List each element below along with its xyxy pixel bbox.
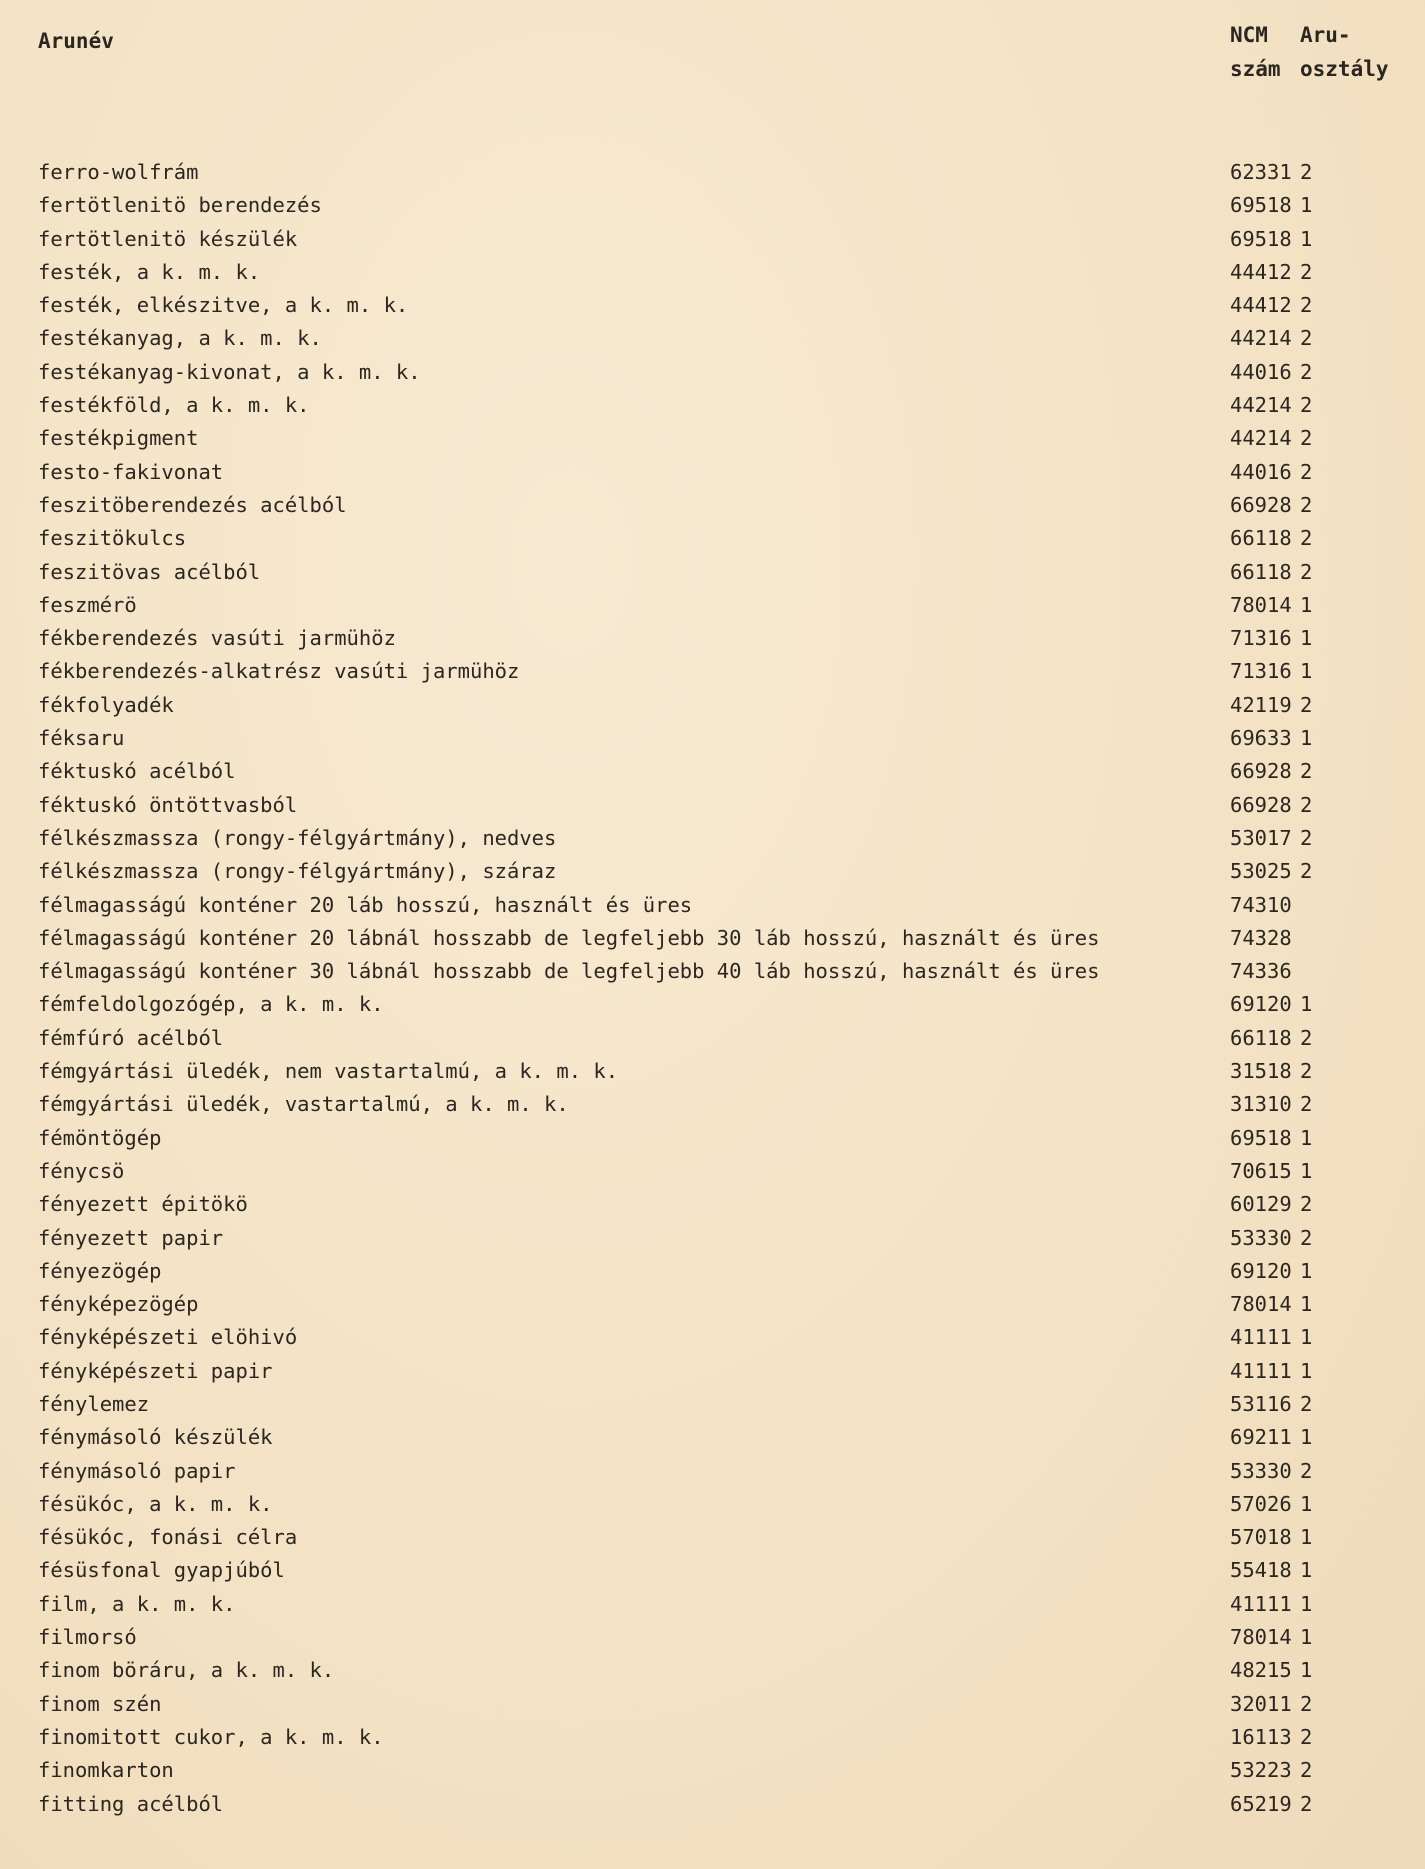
entry-name: festékföld, a k. m. k. — [38, 393, 310, 418]
list-item — [38, 322, 1398, 355]
entry-ncm-number: 44016 — [1230, 459, 1292, 484]
entry-name: festékanyag-kivonat, a k. m. k. — [38, 359, 421, 384]
list-item — [38, 1455, 1398, 1488]
entry-class: 1 — [1300, 992, 1313, 1017]
entry-ncm-number: 44214 — [1230, 326, 1292, 351]
list-item — [38, 988, 1398, 1021]
list-item — [38, 556, 1398, 589]
entry-name: félkészmassza (rongy-félgyártmány), nedves — [38, 825, 557, 850]
entry-ncm-number: 74310 — [1230, 892, 1292, 917]
entry-class: 2 — [1300, 859, 1313, 884]
entry-class: 1 — [1300, 1258, 1313, 1283]
entry-ncm-number: 31518 — [1230, 1059, 1292, 1084]
entry-ncm-number: 55418 — [1230, 1558, 1292, 1583]
entry-name: feszitövas acélból — [38, 559, 261, 584]
entry-class: 2 — [1300, 559, 1313, 584]
column-header-ncm-line2: szám — [1230, 57, 1281, 81]
entry-class: 2 — [1300, 692, 1313, 717]
entry-ncm-number: 31310 — [1230, 1092, 1292, 1117]
list-item — [38, 822, 1398, 855]
entry-name: finom böráru, a k. m. k. — [38, 1658, 335, 1683]
entry-ncm-number: 48215 — [1230, 1658, 1292, 1683]
entry-ncm-number: 71316 — [1230, 659, 1292, 684]
entry-ncm-number: 66928 — [1230, 492, 1292, 517]
entry-class: 2 — [1300, 526, 1313, 551]
entry-name: finomkarton — [38, 1758, 174, 1783]
entry-class: 2 — [1300, 259, 1313, 284]
entry-ncm-number: 66928 — [1230, 792, 1292, 817]
entry-ncm-number: 53017 — [1230, 825, 1292, 850]
list-item — [38, 1255, 1398, 1288]
list-item — [38, 1188, 1398, 1221]
entry-ncm-number: 62331 — [1230, 160, 1292, 184]
entry-name: fertötlenitö készülék — [38, 226, 298, 251]
entry-class: 1 — [1300, 1158, 1313, 1183]
list-item — [38, 1155, 1398, 1188]
entry-ncm-number: 65219 — [1230, 1791, 1292, 1816]
entry-ncm-number: 66118 — [1230, 559, 1292, 584]
entry-class: 2 — [1300, 1758, 1313, 1783]
entry-class: 2 — [1300, 426, 1313, 451]
list-item — [38, 189, 1398, 222]
entry-name: fényezögép — [38, 1258, 162, 1283]
entry-ncm-number: 69633 — [1230, 726, 1292, 751]
entry-name: filmorsó — [38, 1625, 137, 1650]
entry-class: 2 — [1300, 1391, 1313, 1416]
entry-class: 2 — [1300, 1724, 1313, 1749]
entry-ncm-number: 44214 — [1230, 393, 1292, 418]
entry-class: 1 — [1300, 1425, 1313, 1450]
entry-name: fényképezögép — [38, 1292, 199, 1317]
list-item — [38, 1222, 1398, 1255]
entry-class: 2 — [1300, 1192, 1313, 1217]
list-item — [38, 1688, 1398, 1721]
entry-name: fémgyártási üledék, nem vastartalmú, a k. m. k. — [38, 1059, 619, 1084]
entry-class: 2 — [1300, 1458, 1313, 1483]
entry-class: 2 — [1300, 792, 1313, 817]
entry-ncm-number: 66928 — [1230, 759, 1292, 784]
entry-name: fémöntögép — [38, 1125, 162, 1150]
entry-ncm-number: 74336 — [1230, 959, 1292, 984]
entry-class: 2 — [1300, 492, 1313, 517]
entry-name: feszitöberendezés acélból — [38, 492, 347, 517]
entry-ncm-number: 53025 — [1230, 859, 1292, 884]
list-item — [38, 1288, 1398, 1321]
entry-class: 2 — [1300, 326, 1313, 351]
entry-class: 2 — [1300, 393, 1313, 418]
entry-name: fémgyártási üledék, vastartalmú, a k. m. k. — [38, 1092, 569, 1117]
entry-ncm-number: 69120 — [1230, 992, 1292, 1017]
list-item — [38, 689, 1398, 722]
entry-ncm-number: 53330 — [1230, 1458, 1292, 1483]
list-item — [38, 622, 1398, 655]
list-item — [38, 755, 1398, 788]
entry-class: 1 — [1300, 1558, 1313, 1583]
entry-class: 2 — [1300, 1225, 1313, 1250]
entry-class: 2 — [1300, 1025, 1313, 1050]
column-header-name: Arunév — [38, 29, 114, 53]
entry-ncm-number: 53116 — [1230, 1391, 1292, 1416]
entry-class: 2 — [1300, 160, 1313, 184]
entry-name: feszmérö — [38, 592, 137, 617]
entry-name: fertötlenitö berendezés — [38, 193, 322, 218]
entry-class: 1 — [1300, 1125, 1313, 1150]
entry-name: fésükóc, fonási célra — [38, 1525, 298, 1550]
entry-class: 2 — [1300, 825, 1313, 850]
entry-ncm-number: 71316 — [1230, 626, 1292, 651]
list-item — [38, 356, 1398, 389]
entry-class: 1 — [1300, 1591, 1313, 1616]
entry-name: félkészmassza (rongy-félgyártmány), száraz — [38, 859, 557, 884]
entry-name: film, a k. m. k. — [38, 1591, 236, 1616]
entry-class: 2 — [1300, 1092, 1313, 1117]
entry-list — [38, 156, 1398, 1821]
entry-ncm-number: 66118 — [1230, 1025, 1292, 1050]
list-item — [38, 1621, 1398, 1654]
entry-ncm-number: 53330 — [1230, 1225, 1292, 1250]
list-item — [38, 1388, 1398, 1421]
list-item — [38, 1554, 1398, 1587]
list-item — [38, 1055, 1398, 1088]
list-item — [38, 1721, 1398, 1754]
column-header-ncm-line1: NCM — [1230, 23, 1268, 47]
entry-ncm-number: 42119 — [1230, 692, 1292, 717]
entry-name: festékpigment — [38, 426, 199, 451]
entry-class: 2 — [1300, 759, 1313, 784]
entry-ncm-number: 16113 — [1230, 1724, 1292, 1749]
entry-ncm-number: 53223 — [1230, 1758, 1292, 1783]
entry-name: fékberendezés vasúti jarmühöz — [38, 626, 396, 651]
entry-class: 1 — [1300, 726, 1313, 751]
entry-name: félmagasságú konténer 20 lábnál hosszabb de legfeljebb 30 láb hosszú, használt és üres — [38, 925, 1100, 950]
list-item — [38, 1788, 1398, 1821]
entry-class: 1 — [1300, 1292, 1313, 1317]
list-item — [38, 223, 1398, 256]
entry-class: 2 — [1300, 359, 1313, 384]
list-item — [38, 855, 1398, 888]
entry-ncm-number: 41111 — [1230, 1325, 1292, 1350]
entry-name: fékfolyadék — [38, 692, 174, 717]
entry-ncm-number: 69211 — [1230, 1425, 1292, 1450]
entry-name: festék, a k. m. k. — [38, 259, 261, 284]
entry-name: fényképészeti elöhivó — [38, 1325, 298, 1350]
list-item — [38, 456, 1398, 489]
list-item — [38, 1654, 1398, 1687]
list-item — [38, 1321, 1398, 1354]
entry-name: festékanyag, a k. m. k. — [38, 326, 322, 351]
entry-name: fésükóc, a k. m. k. — [38, 1491, 273, 1516]
column-header-class — [1300, 18, 1410, 86]
entry-ncm-number: 70615 — [1230, 1158, 1292, 1183]
list-item — [38, 655, 1398, 688]
list-item — [38, 1588, 1398, 1621]
entry-ncm-number: 74328 — [1230, 925, 1292, 950]
list-item — [38, 156, 1398, 189]
entry-ncm-number: 60129 — [1230, 1192, 1292, 1217]
entry-ncm-number: 44412 — [1230, 293, 1292, 318]
entry-class: 2 — [1300, 459, 1313, 484]
entry-name: fényezett épitökö — [38, 1192, 248, 1217]
entry-ncm-number: 32011 — [1230, 1691, 1292, 1716]
column-header-ncm — [1230, 18, 1290, 86]
entry-name: fitting acélból — [38, 1791, 224, 1816]
entry-name: féksaru — [38, 726, 125, 751]
column-header-class-line2: osztály — [1300, 57, 1389, 81]
list-item — [38, 522, 1398, 555]
entry-class: 2 — [1300, 293, 1313, 318]
entry-ncm-number: 57026 — [1230, 1491, 1292, 1516]
list-item — [38, 389, 1398, 422]
entry-name: fényezett papir — [38, 1225, 224, 1250]
entry-class: 1 — [1300, 592, 1313, 617]
entry-name: féktuskó acélból — [38, 759, 236, 784]
list-item — [38, 955, 1398, 988]
list-item — [38, 922, 1398, 955]
entry-name: fénycsö — [38, 1158, 125, 1183]
entry-name: finom szén — [38, 1691, 162, 1716]
entry-ncm-number: 69518 — [1230, 193, 1292, 218]
list-item — [38, 1355, 1398, 1388]
entry-ncm-number: 78014 — [1230, 592, 1292, 617]
entry-ncm-number: 44016 — [1230, 359, 1292, 384]
entry-name: fékberendezés-alkatrész vasúti jarmühöz — [38, 659, 520, 684]
entry-class: 1 — [1300, 1625, 1313, 1650]
entry-class: 2 — [1300, 1691, 1313, 1716]
entry-class: 1 — [1300, 659, 1313, 684]
list-item — [38, 1122, 1398, 1155]
entry-class: 1 — [1300, 1358, 1313, 1383]
entry-name: fénymásoló készülék — [38, 1425, 273, 1450]
entry-name: fémfúró acélból — [38, 1025, 224, 1050]
entry-ncm-number: 44214 — [1230, 426, 1292, 451]
entry-ncm-number: 69518 — [1230, 226, 1292, 251]
list-item — [38, 1488, 1398, 1521]
entry-name: fémfeldolgozógép, a k. m. k. — [38, 992, 384, 1017]
entry-ncm-number: 78014 — [1230, 1292, 1292, 1317]
list-item — [38, 1421, 1398, 1454]
entry-name: finomitott cukor, a k. m. k. — [38, 1724, 384, 1749]
entry-name: fénymásoló papir — [38, 1458, 236, 1483]
list-item — [38, 722, 1398, 755]
entry-name: fésüsfonal gyapjúból — [38, 1558, 285, 1583]
entry-name: félmagasságú konténer 20 láb hosszú, használt és üres — [38, 892, 693, 917]
entry-class: 1 — [1300, 1491, 1313, 1516]
list-item — [38, 789, 1398, 822]
list-item — [38, 889, 1398, 922]
column-header-class-line1: Aru- — [1300, 23, 1351, 47]
entry-ncm-number: 57018 — [1230, 1525, 1292, 1550]
entry-ncm-number: 78014 — [1230, 1625, 1292, 1650]
entry-ncm-number: 44412 — [1230, 259, 1292, 284]
entry-class: 1 — [1300, 1325, 1313, 1350]
entry-name: ferro-wolfrám — [38, 160, 199, 184]
list-item — [38, 489, 1398, 522]
list-item — [38, 422, 1398, 455]
list-item — [38, 1022, 1398, 1055]
entry-name: félmagasságú konténer 30 lábnál hosszabb de legfeljebb 40 láb hosszú, használt és üres — [38, 959, 1100, 984]
list-item — [38, 289, 1398, 322]
list-item — [38, 1088, 1398, 1121]
entry-class: 1 — [1300, 1525, 1313, 1550]
entry-class: 2 — [1300, 1791, 1313, 1816]
entry-class: 1 — [1300, 1658, 1313, 1683]
entry-name: festo-fakivonat — [38, 459, 224, 484]
entry-class: 1 — [1300, 193, 1313, 218]
list-item — [38, 256, 1398, 289]
entry-class: 2 — [1300, 1059, 1313, 1084]
entry-name: fényképészeti papir — [38, 1358, 273, 1383]
entry-name: festék, elkészitve, a k. m. k. — [38, 293, 409, 318]
entry-ncm-number: 69518 — [1230, 1125, 1292, 1150]
entry-ncm-number: 69120 — [1230, 1258, 1292, 1283]
entry-name: fénylemez — [38, 1391, 150, 1416]
entry-name: feszitökulcs — [38, 526, 187, 551]
list-item — [38, 1754, 1398, 1787]
entry-ncm-number: 66118 — [1230, 526, 1292, 551]
entry-ncm-number: 41111 — [1230, 1358, 1292, 1383]
entry-name: féktuskó öntöttvasból — [38, 792, 298, 817]
entry-class: 1 — [1300, 226, 1313, 251]
entry-class: 1 — [1300, 626, 1313, 651]
list-item — [38, 1521, 1398, 1554]
list-item — [38, 589, 1398, 622]
entry-ncm-number: 41111 — [1230, 1591, 1292, 1616]
